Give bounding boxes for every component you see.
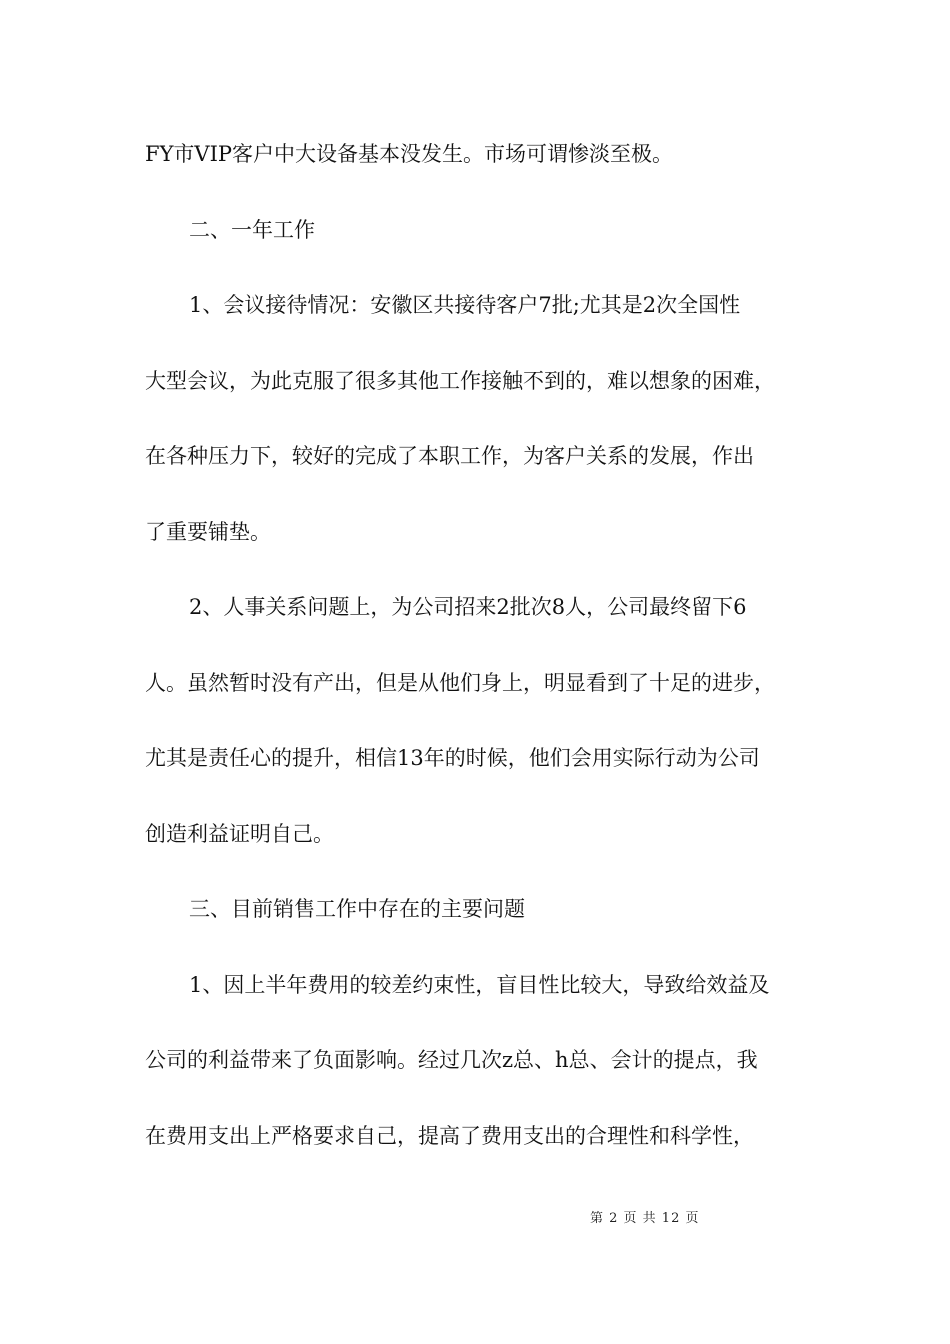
text-line: 创造利益证明自己。 (145, 821, 334, 846)
text-line: 1、因上半年费用的较差约束性，盲目性比较大，导致给效益及 (189, 972, 770, 997)
page-number-footer: 第 2 页 共 12 页 (590, 1211, 700, 1226)
text-line: 2、人事关系问题上，为公司招来2批次8人，公司最终留下6 (189, 595, 747, 619)
text-line: 大型会议，为此克服了很多其他工作接触不到的，难以想象的困难， (145, 368, 775, 393)
text-line: 在费用支出上严格要求自己，提高了费用支出的合理性和科学性， (145, 1123, 754, 1148)
text-line: 尤其是责任心的提升，相信13年的时候，他们会用实际行动为公司 (145, 746, 760, 770)
text-line: 了重要铺垫。 (145, 519, 271, 544)
section-heading: 二、一年工作 (189, 217, 315, 242)
text-line: 在各种压力下，较好的完成了本职工作，为客户关系的发展，作出 (145, 444, 754, 468)
section-heading: 三、目前销售工作中存在的主要问题 (189, 897, 525, 921)
text-line: 公司的利益带来了负面影响。经过几次z总、h总、会计的提点，我 (145, 1048, 758, 1072)
text-line: 人。虽然暂时没有产出，但是从他们身上，明显看到了十足的进步， (145, 670, 775, 695)
document-body (145, 128, 815, 1185)
text-line: 1、会议接待情况：安徽区共接待客户7批;尤其是2次全国性 (189, 293, 741, 317)
text-line: FY市VIP客户中大设备基本没发生。市场可谓惨淡至极。 (145, 142, 674, 166)
